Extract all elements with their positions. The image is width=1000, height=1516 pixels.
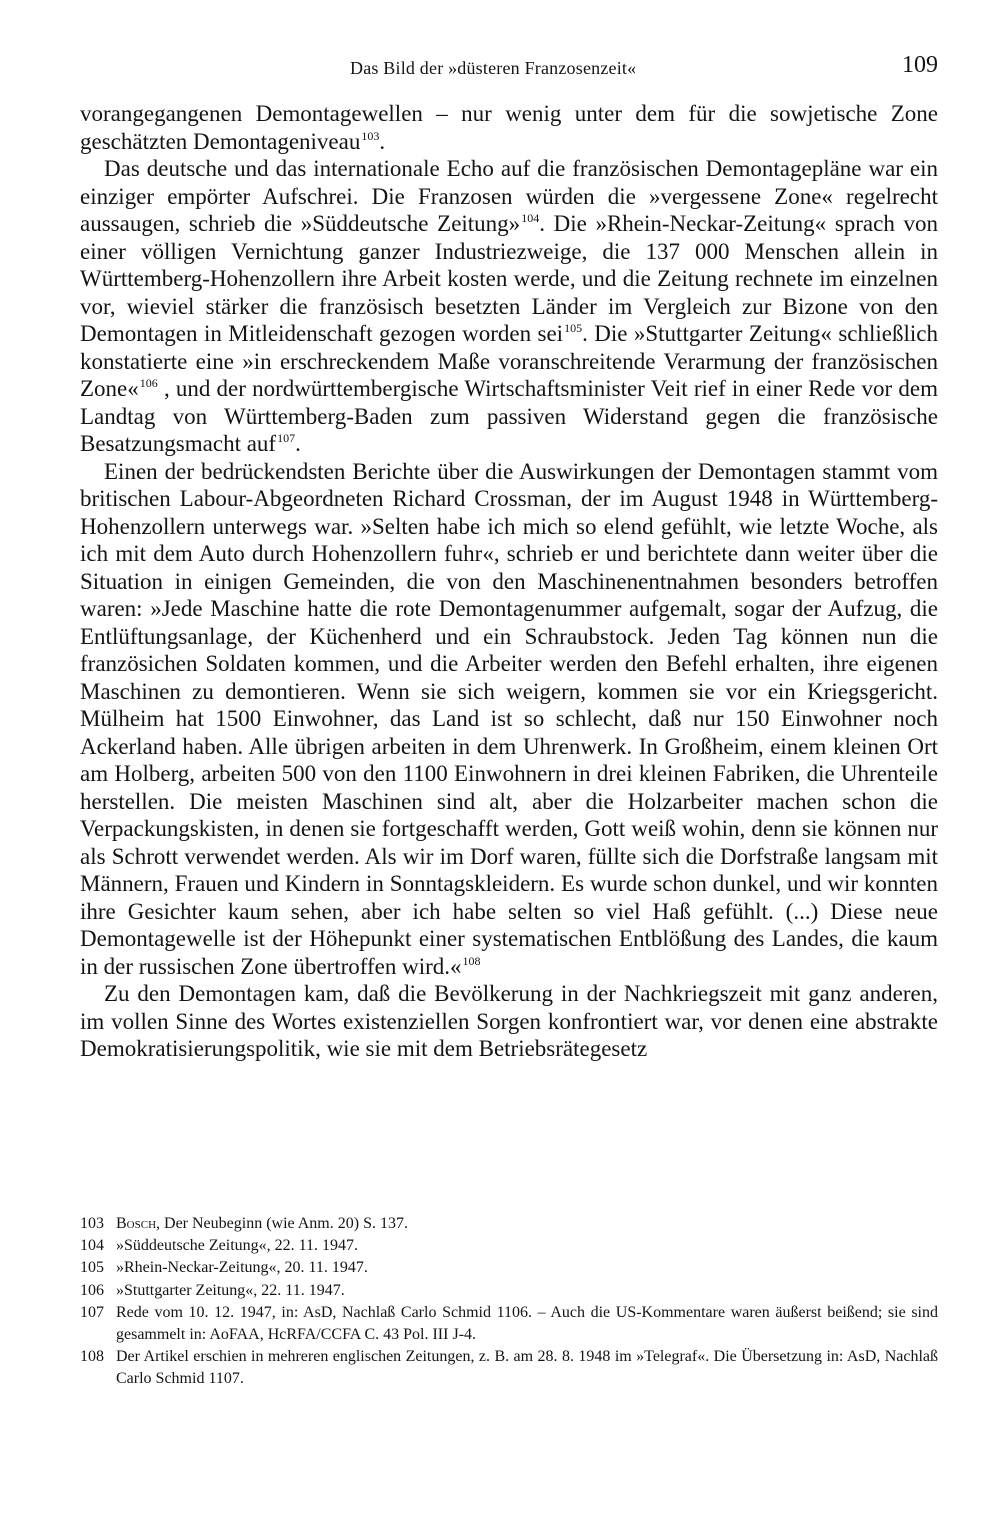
footnote-number: 107 [80,1303,104,1321]
footnote-text: Der Artikel erschien in mehreren englischen Zeitungen, z. B. am 28. 8. 1948 im »Telegraf«. Die Übersetzung in: AsD, Nachlaß Carlo Schmid 1107. [116,1348,938,1388]
footnote [80,1346,938,1390]
footnote-text: »Süddeutsche Zeitung«, 22. 11. 1947. [116,1237,359,1255]
footnote-number: 104 [80,1237,104,1255]
paragraph-text: . [379,128,386,154]
paragraph [80,100,938,155]
paragraph-text: vorangegangenen Demontagewellen – nur wenig unter dem für die sowjetische Zone geschätzten Demontageniveau [80,101,938,154]
paragraph [80,458,938,981]
footnote [80,1213,938,1235]
footnote-text: »Stuttgarter Zeitung«, 22. 11. 1947. [116,1281,345,1299]
footnote-author: Bosch [116,1215,157,1232]
footnote-text: Rede vom 10. 12. 1947, in: AsD, Nachlaß Carlo Schmid 1106. – Auch die US-Kommentare waren äußerst beißend; sie sind gesammelt in: AoFAA, HcRFA/CCFA C. 43 Pol. III J-4. [116,1303,938,1344]
footnote-number: 106 [80,1281,104,1299]
paragraph-text: , und der nordwürttembergische Wirtschaftsminister Veit rief in einer Rede vor dem Landtag von Württemberg-Baden zum passiven Widerstand gegen die französische Besatzungsmacht auf [80,376,938,456]
footnotes [80,1213,938,1391]
footnote-ref-103: 103 [361,128,380,143]
paragraph-text: Einen der bedrückendsten Berichte über die Auswirkungen der Demontagen stammt vom britischen Labour-Abgeordneten Richard Crossman, der im August 1948 in Württemberg-Hohenzollern unterwegs war. »Selten habe ich mich so elend gefühlt, wie letzte Woche, als ich mit dem Auto durch Hohenzollern fuhr«, schrieb er und berichtete dann weiter über die Situation in einigen Gemeinden, die von den Maschinenentnahmen besonders betroffen waren: »Jede Maschine hatte die rote Demontagenummer aufgemalt, sogar der Aufzug, die Entlüftungsanlage, der Küchenherd und ein Schraubstock. Jeden Tag können nun die französichen Soldaten kommen, und die Arbeiter werden den Befehl erhalten, ihre eigenen Maschinen zu demontieren. Wenn sie sich weigern, kommen sie vor ein Kriegsgericht. Mülheim hat 1500 Einwohner, das Land ist so schlecht, daß nur 150 Einwohner noch Ackerland haben. Alle übrigen arbeiten in dem Uhrenwerk. In Großheim, einem kleinen Ort am Holberg, arbeiten 500 von den 1100 Einwohnern in drei kleinen Fabriken, die Uhrenteile herstellen. Die meisten Maschinen sind alt, aber die Holzarbeiter machen schon die Verpackungskisten, in denen sie fortgeschafft werden, Gott weiß wohin, denn sie können nur als Schrott verwendet werden. Als wir im Dorf waren, füllte sich die Dorfstraße langsam mit Männern, Frauen und Kindern in Sonntagskleidern. Es wurde schon dunkel, und wir konnten ihre Gesichter kaum sehen, aber ich habe selten so viel Haß gefühlt. (...) Diese neue Demontagewelle ist der Höhepunkt einer systematischen Entblößung des Landes, die kaum in der russischen Zone übertroffen wird.« [80,458,938,979]
footnote-text: »Rhein-Neckar-Zeitung«, 20. 11. 1947. [116,1259,368,1277]
footnote-ref-107: 107 [277,431,296,445]
footnote-number: 103 [80,1215,104,1232]
paragraph-text: Zu den Demontagen kam, daß die Bevölkerung in der Nachkriegszeit mit ganz anderen, im vollen Sinne des Wortes existenziellen Sorgen konfrontiert war, vor denen eine abstrakte Demokratisierungspolitik, wie sie mit dem Betriebsrätegesetz [80,981,938,1061]
paragraph [80,155,938,458]
footnote [80,1280,938,1302]
running-title: Das Bild der »düsteren Franzosenzeit« [350,58,637,78]
footnote [80,1235,938,1257]
footnote-text: , Der Neubeginn (wie Anm. 20) S. 137. [156,1215,408,1232]
paragraph-text: . Die »Stuttgarter Zeitung« schließlich konstatierte eine »in erschreckendem Maße voranschreitende Verarmung der französischen Zone« [80,321,938,401]
paragraph-text: . [295,431,301,456]
footnote-ref-108: 108 [462,953,481,968]
paragraph-text: . Die »Rhein-Neckar-Zeitung« sprach von einer völligen Vernichtung ganzer Industriezweige, die 137 000 Menschen allein in Württemberg-Hohenzollern ihre Arbeit kosten werde, und die Zeitung rechnete im einzelnen vor, wieviel stärker die französisch besetzten Länder im Vergleich zur Bizone von den Demontagen in Mitleidenschaft gezogen worden sei [80,211,938,346]
footnote-ref-106: 106 [139,376,158,390]
running-header [80,52,938,86]
body-text [80,100,938,1063]
footnote [80,1257,938,1279]
paragraph-text: Das deutsche und das internationale Echo auf die französischen Demontagepläne war ein einziger empörter Aufschrei. Die Franzosen würden die »vergessene Zone« regelrecht aussaugen, schrieb die »Süddeutsche Zeitung» [80,156,938,236]
footnote [80,1302,938,1346]
footnote-number: 108 [80,1348,104,1366]
footnote-ref-105: 105 [564,321,583,335]
footnote-ref-104: 104 [521,211,540,225]
page-number: 109 [902,52,938,78]
footnote-number: 105 [80,1259,104,1277]
paragraph [80,980,938,1063]
